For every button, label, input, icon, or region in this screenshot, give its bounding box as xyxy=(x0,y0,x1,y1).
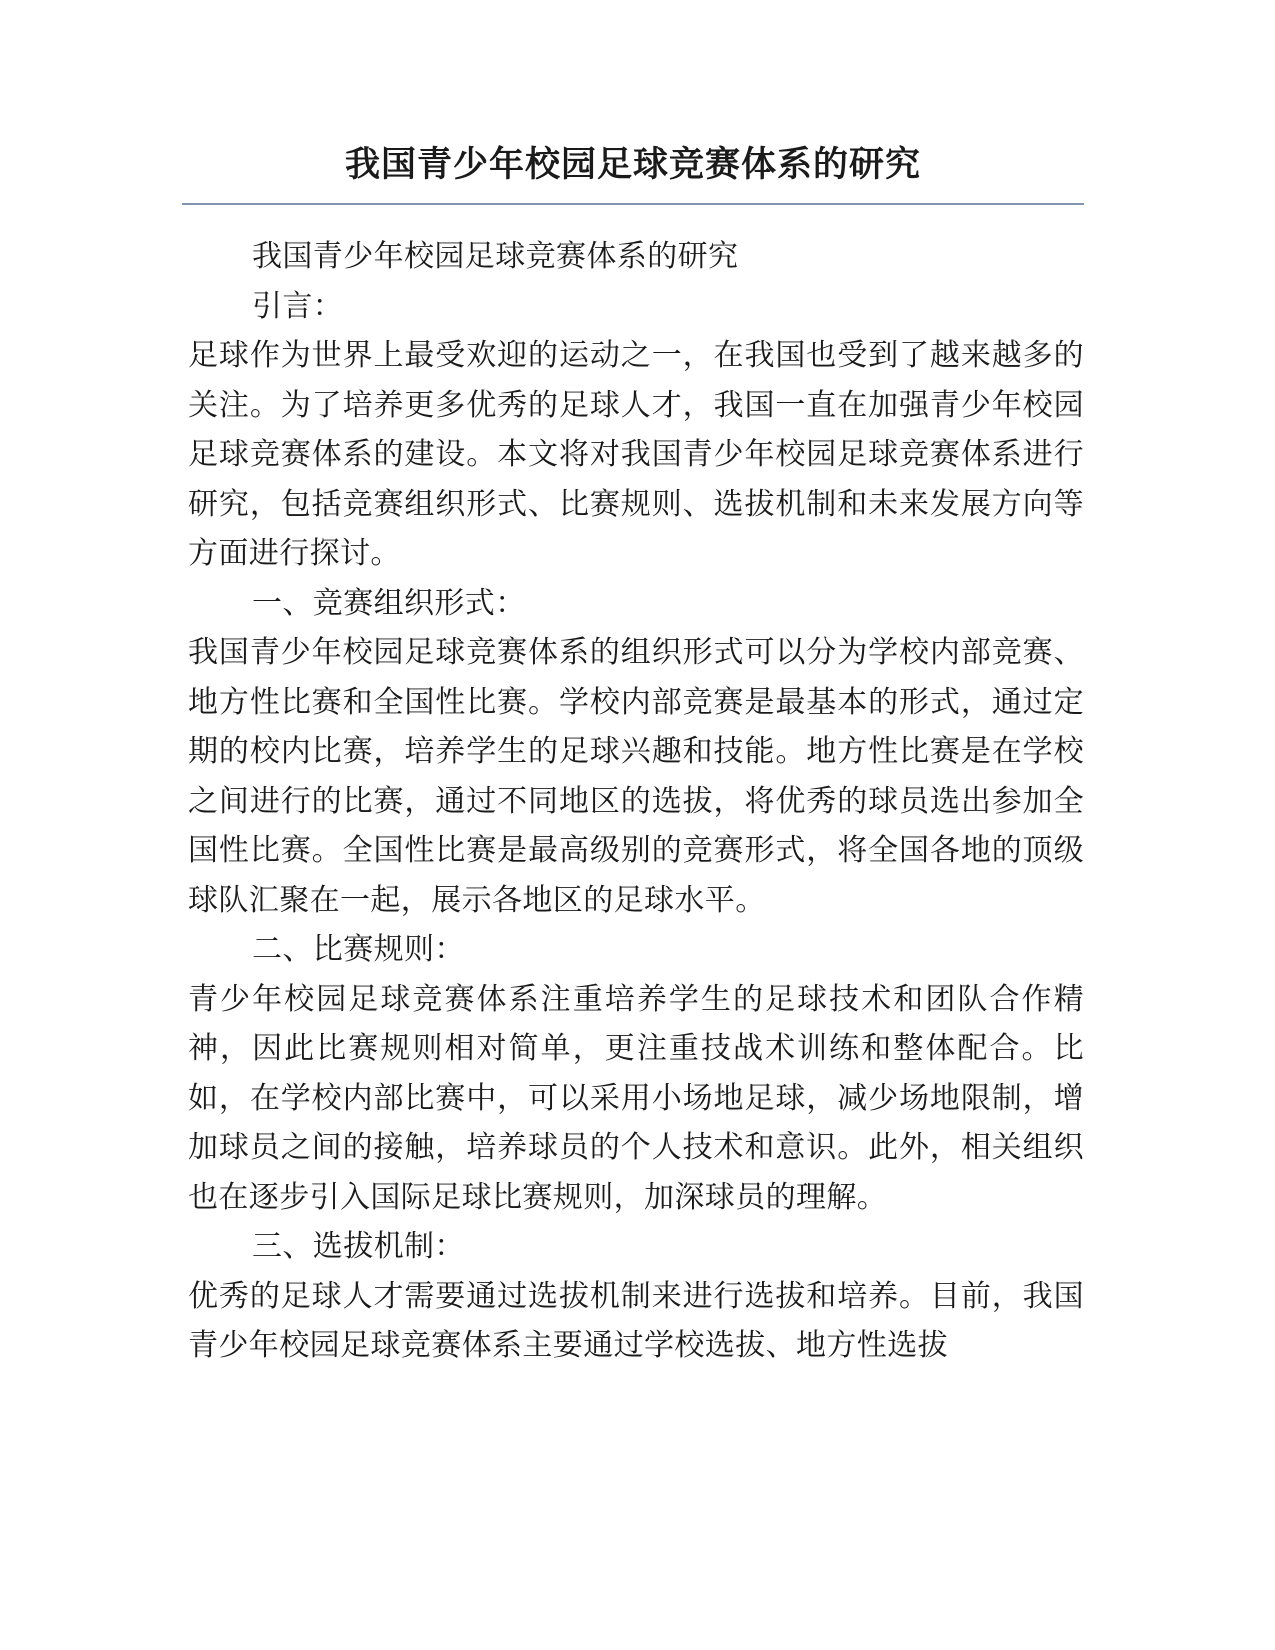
paragraph-organization: 我国青少年校园足球竞赛体系的组织形式可以分为学校内部竞赛、地方性比赛和全国性比赛。学校内部竞赛是最基本的形式，通过定期的校内比赛，培养学生的足球兴趣和技能。地方性比赛是在学校之间进行的比赛，通过不同地区的选拔，将优秀的球员选出参加全国性比赛。全国性比赛是最高级别的竞赛形式，将全国各地的顶级球队汇聚在一起，展示各地区的足球水平。 xyxy=(188,635,1084,918)
subtitle-paragraph: 我国青少年校园足球竞赛体系的研究 xyxy=(252,239,739,274)
section-heading-organization: 一、竞赛组织形式： xyxy=(252,585,526,621)
paragraph-selection: 优秀的足球人才需要通过选拔机制来进行选拔和培养。目前，我国青少年校园足球竞赛体系主要通过学校选拔、地方性选拔 xyxy=(188,1278,1084,1363)
page-title: 我国青少年校园足球竞赛体系的研究 xyxy=(344,144,921,185)
section-heading-selection: 三、选拔机制： xyxy=(252,1229,465,1264)
title-underline xyxy=(182,203,1084,205)
document-body xyxy=(188,232,1084,1371)
paragraph-rules: 青少年校园足球竞赛体系注重培养学生的足球技术和团队合作精神，因此比赛规则相对简单，更注重技战术训练和整体配合。比如，在学校内部比赛中，可以采用小场地足球，减少场地限制，增加球员之间的接触，培养球员的个人技术和意识。此外，相关组织也在逐步引入国际足球比赛规则，加深球员的理解。 xyxy=(188,981,1084,1215)
section-heading-introduction: 引言： xyxy=(252,288,344,324)
section-heading-rules: 二、比赛规则： xyxy=(252,932,465,967)
paragraph-introduction: 足球作为世界上最受欢迎的运动之一，在我国也受到了越来越多的关注。为了培养更多优秀的足球人才，我国一直在加强青少年校园足球竞赛体系的建设。本文将对我国青少年校园足球竞赛体系进行研究，包括竞赛组织形式、比赛规则、选拔机制和未来发展方向等方面进行探讨。 xyxy=(188,338,1084,571)
